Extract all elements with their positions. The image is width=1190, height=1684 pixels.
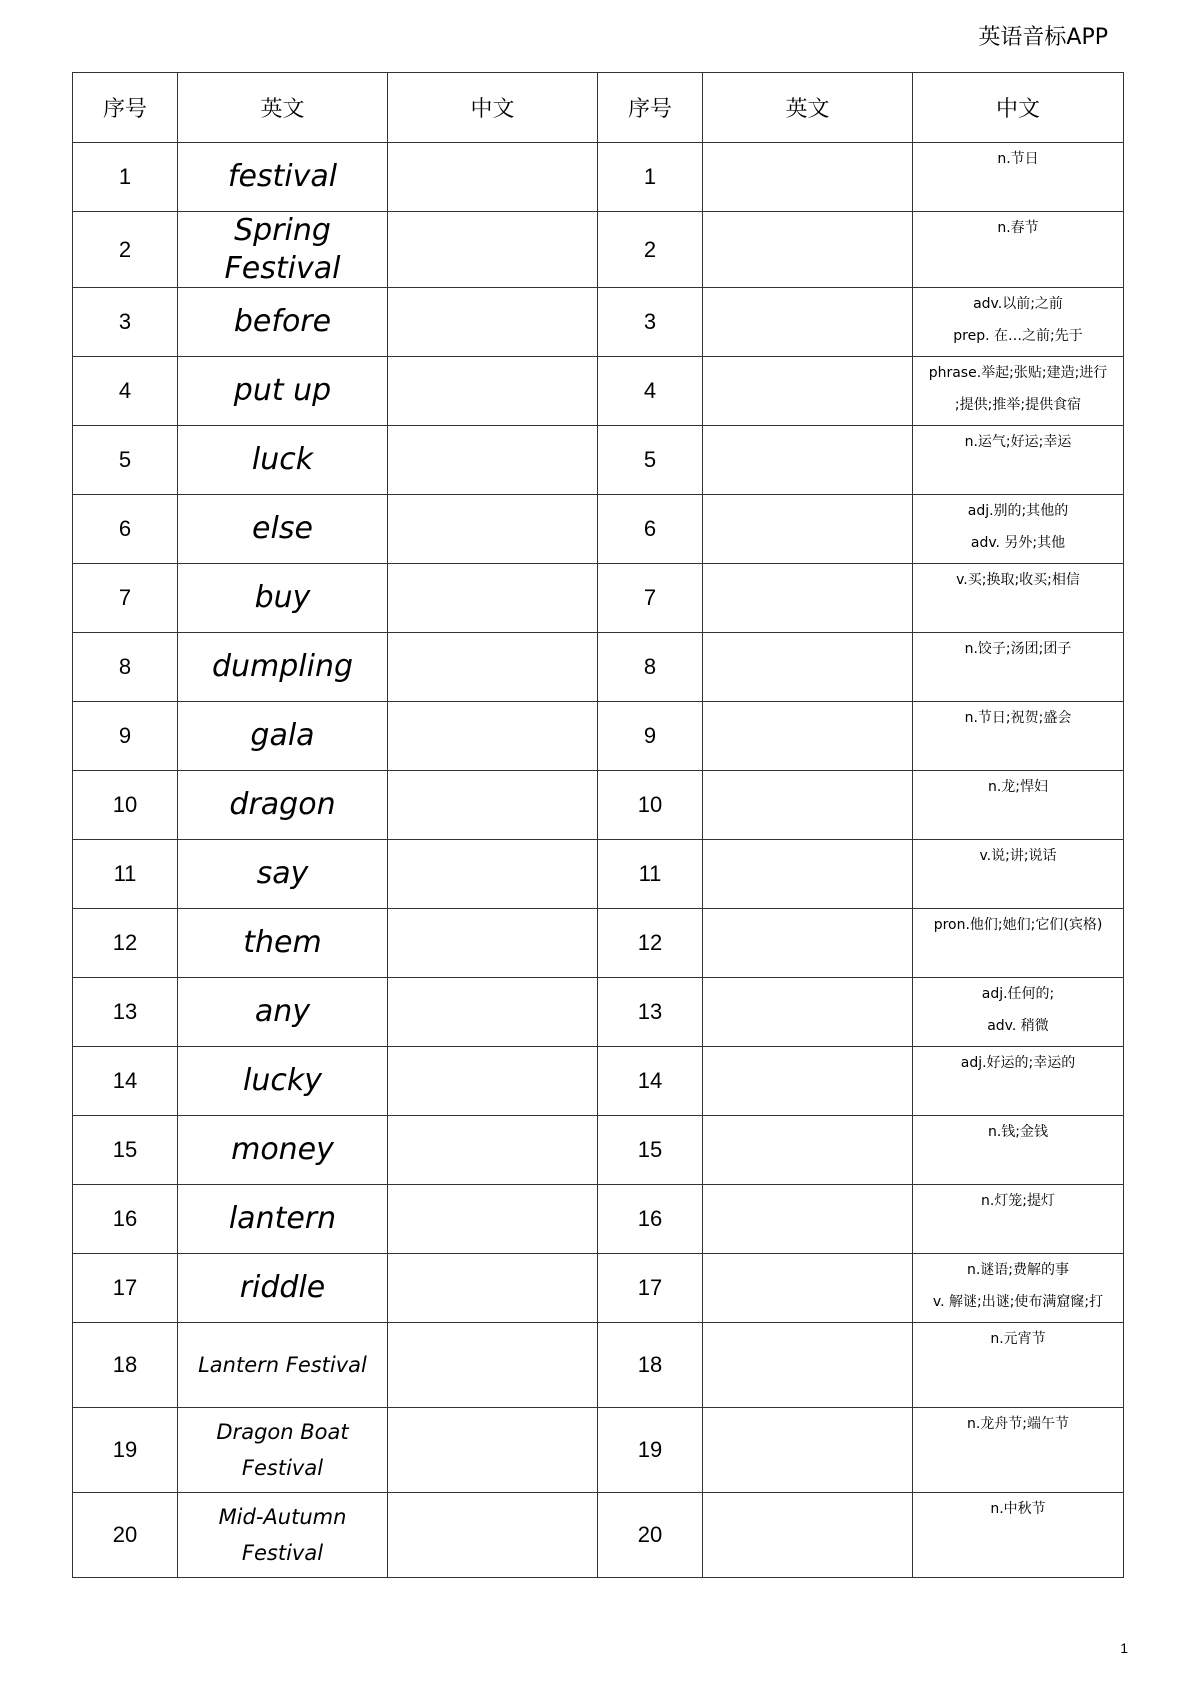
row-number: 2	[73, 212, 178, 288]
english-blank-cell	[703, 143, 913, 212]
header-brand: 英语音标APP	[978, 25, 1108, 50]
english-word: before	[178, 288, 388, 357]
chinese-meaning	[913, 1185, 1124, 1254]
english-word: Lantern Festival	[178, 1323, 388, 1408]
chinese-meaning	[913, 702, 1124, 771]
row-number-2: 9	[598, 702, 703, 771]
chinese-blank-cell	[388, 212, 598, 288]
meaning-line: v.说;讲;说话	[979, 848, 1057, 864]
english-blank-cell	[703, 1116, 913, 1185]
meaning-line: adv. 另外;其他	[970, 535, 1066, 551]
column-header-number-2: 序号	[598, 73, 703, 143]
table-row	[73, 357, 1124, 426]
chinese-blank-cell	[388, 288, 598, 357]
english-word: festival	[178, 143, 388, 212]
chinese-meaning	[913, 564, 1124, 633]
meaning-line: v.买;换取;收买;相信	[956, 572, 1080, 588]
row-number-2: 2	[598, 212, 703, 288]
column-header-english-2: 英文	[703, 73, 913, 143]
english-word: gala	[178, 702, 388, 771]
meaning-line: adv.以前;之前	[973, 296, 1063, 312]
row-number-2: 12	[598, 909, 703, 978]
vocabulary-table	[72, 72, 1124, 1578]
english-word: money	[178, 1116, 388, 1185]
table-row	[73, 1323, 1124, 1408]
english-blank-cell	[703, 840, 913, 909]
chinese-blank-cell	[388, 1047, 598, 1116]
meaning-line: n.节日	[997, 151, 1039, 167]
meaning-line: n.运气;好运;幸运	[964, 434, 1072, 450]
chinese-blank-cell	[388, 909, 598, 978]
english-blank-cell	[703, 1185, 913, 1254]
row-number: 4	[73, 357, 178, 426]
english-blank-cell	[703, 771, 913, 840]
english-blank-cell	[703, 702, 913, 771]
english-word: Spring Festival	[178, 212, 388, 288]
meaning-line: ;提供;推举;提供食宿	[954, 397, 1082, 413]
meaning-line: n.春节	[997, 220, 1039, 236]
english-blank-cell	[703, 357, 913, 426]
table-row	[73, 978, 1124, 1047]
row-number: 15	[73, 1116, 178, 1185]
chinese-blank-cell	[388, 978, 598, 1047]
meaning-line: v. 解谜;出谜;使布满窟窿;打	[932, 1294, 1104, 1310]
table-row	[73, 1185, 1124, 1254]
chinese-blank-cell	[388, 633, 598, 702]
chinese-meaning	[913, 357, 1124, 426]
row-number-2: 13	[598, 978, 703, 1047]
chinese-meaning	[913, 909, 1124, 978]
english-word-line: Festival	[241, 1541, 324, 1565]
english-word: else	[178, 495, 388, 564]
column-header-english: 英文	[178, 73, 388, 143]
chinese-meaning	[913, 771, 1124, 840]
meaning-line: adv. 稍微	[987, 1018, 1049, 1034]
english-blank-cell	[703, 288, 913, 357]
table-body	[73, 143, 1124, 1578]
english-word	[178, 1493, 388, 1578]
table-row	[73, 143, 1124, 212]
page-number: 1	[1120, 1640, 1128, 1656]
table-row	[73, 1254, 1124, 1323]
row-number: 20	[73, 1493, 178, 1578]
row-number-2: 4	[598, 357, 703, 426]
table-row	[73, 840, 1124, 909]
english-blank-cell	[703, 1493, 913, 1578]
chinese-blank-cell	[388, 1408, 598, 1493]
chinese-blank-cell	[388, 702, 598, 771]
english-blank-cell	[703, 426, 913, 495]
meaning-line: n.元宵节	[990, 1331, 1046, 1347]
row-number-2: 1	[598, 143, 703, 212]
chinese-meaning	[913, 978, 1124, 1047]
table-row	[73, 212, 1124, 288]
table-row	[73, 1116, 1124, 1185]
row-number: 19	[73, 1408, 178, 1493]
row-number: 14	[73, 1047, 178, 1116]
english-word: riddle	[178, 1254, 388, 1323]
row-number-2: 11	[598, 840, 703, 909]
row-number: 13	[73, 978, 178, 1047]
row-number-2: 17	[598, 1254, 703, 1323]
english-word: say	[178, 840, 388, 909]
english-blank-cell	[703, 1047, 913, 1116]
meaning-line: n.饺子;汤团;团子	[964, 641, 1072, 657]
chinese-meaning	[913, 212, 1124, 288]
chinese-blank-cell	[388, 426, 598, 495]
chinese-blank-cell	[388, 564, 598, 633]
row-number: 17	[73, 1254, 178, 1323]
chinese-blank-cell	[388, 1185, 598, 1254]
english-word: any	[178, 978, 388, 1047]
row-number: 9	[73, 702, 178, 771]
chinese-meaning	[913, 1323, 1124, 1408]
row-number-2: 10	[598, 771, 703, 840]
english-blank-cell	[703, 1254, 913, 1323]
meaning-line: n.灯笼;提灯	[980, 1193, 1056, 1209]
chinese-meaning	[913, 288, 1124, 357]
row-number-2: 18	[598, 1323, 703, 1408]
row-number: 11	[73, 840, 178, 909]
row-number-2: 6	[598, 495, 703, 564]
english-word: buy	[178, 564, 388, 633]
table-row	[73, 495, 1124, 564]
row-number-2: 20	[598, 1493, 703, 1578]
meaning-line: prep. 在…之前;先于	[953, 328, 1083, 344]
chinese-blank-cell	[388, 1493, 598, 1578]
meaning-line: phrase.举起;张贴;建造;进行	[928, 365, 1108, 381]
meaning-line: adj.任何的;	[981, 986, 1055, 1002]
chinese-blank-cell	[388, 143, 598, 212]
row-number: 8	[73, 633, 178, 702]
english-blank-cell	[703, 212, 913, 288]
meaning-line: n.龙舟节;端午节	[966, 1416, 1070, 1432]
meaning-line: n.谜语;费解的事	[966, 1262, 1070, 1278]
english-word: put up	[178, 357, 388, 426]
chinese-meaning	[913, 1047, 1124, 1116]
row-number: 10	[73, 771, 178, 840]
meaning-line: pron.他们;她们;它们(宾格)	[933, 917, 1103, 933]
english-word: lucky	[178, 1047, 388, 1116]
chinese-meaning	[913, 1116, 1124, 1185]
chinese-blank-cell	[388, 1323, 598, 1408]
column-header-chinese-2: 中文	[913, 73, 1124, 143]
table-row	[73, 702, 1124, 771]
row-number-2: 7	[598, 564, 703, 633]
table-row	[73, 564, 1124, 633]
english-word: dumpling	[178, 633, 388, 702]
meaning-line: adj.好运的;幸运的	[960, 1055, 1076, 1071]
english-blank-cell	[703, 633, 913, 702]
row-number-2: 8	[598, 633, 703, 702]
column-header-chinese: 中文	[388, 73, 598, 143]
row-number: 3	[73, 288, 178, 357]
row-number-2: 14	[598, 1047, 703, 1116]
chinese-blank-cell	[388, 495, 598, 564]
row-number: 16	[73, 1185, 178, 1254]
chinese-blank-cell	[388, 1116, 598, 1185]
chinese-blank-cell	[388, 840, 598, 909]
table-row	[73, 771, 1124, 840]
table-row	[73, 633, 1124, 702]
table-row	[73, 1493, 1124, 1578]
chinese-meaning	[913, 143, 1124, 212]
row-number: 1	[73, 143, 178, 212]
english-blank-cell	[703, 978, 913, 1047]
english-word: them	[178, 909, 388, 978]
table-row	[73, 1047, 1124, 1116]
chinese-blank-cell	[388, 357, 598, 426]
row-number: 7	[73, 564, 178, 633]
meaning-line: adj.别的;其他的	[967, 503, 1069, 519]
english-word: luck	[178, 426, 388, 495]
row-number-2: 3	[598, 288, 703, 357]
english-blank-cell	[703, 909, 913, 978]
chinese-blank-cell	[388, 771, 598, 840]
row-number: 5	[73, 426, 178, 495]
english-word	[178, 1408, 388, 1493]
english-word-line: Mid-Autumn	[218, 1505, 347, 1529]
row-number-2: 15	[598, 1116, 703, 1185]
chinese-meaning	[913, 840, 1124, 909]
row-number-2: 19	[598, 1408, 703, 1493]
chinese-meaning	[913, 1408, 1124, 1493]
english-blank-cell	[703, 1323, 913, 1408]
english-word-line: Dragon Boat	[216, 1420, 349, 1444]
chinese-blank-cell	[388, 1254, 598, 1323]
table-row	[73, 426, 1124, 495]
english-word: dragon	[178, 771, 388, 840]
chinese-meaning	[913, 426, 1124, 495]
english-blank-cell	[703, 564, 913, 633]
row-number: 12	[73, 909, 178, 978]
table-row	[73, 909, 1124, 978]
table-row	[73, 288, 1124, 357]
column-header-number: 序号	[73, 73, 178, 143]
meaning-line: n.节日;祝贺;盛会	[964, 710, 1072, 726]
chinese-meaning	[913, 633, 1124, 702]
row-number: 6	[73, 495, 178, 564]
table-row	[73, 1408, 1124, 1493]
meaning-line: n.龙;悍妇	[987, 779, 1049, 795]
english-word: lantern	[178, 1185, 388, 1254]
chinese-meaning	[913, 1493, 1124, 1578]
meaning-line: n.钱;金钱	[987, 1124, 1049, 1140]
row-number-2: 16	[598, 1185, 703, 1254]
chinese-meaning	[913, 495, 1124, 564]
row-number-2: 5	[598, 426, 703, 495]
chinese-meaning	[913, 1254, 1124, 1323]
english-blank-cell	[703, 1408, 913, 1493]
table-header-row	[73, 73, 1124, 143]
english-word-line: Festival	[241, 1456, 324, 1480]
meaning-line: n.中秋节	[990, 1501, 1046, 1517]
row-number: 18	[73, 1323, 178, 1408]
english-blank-cell	[703, 495, 913, 564]
